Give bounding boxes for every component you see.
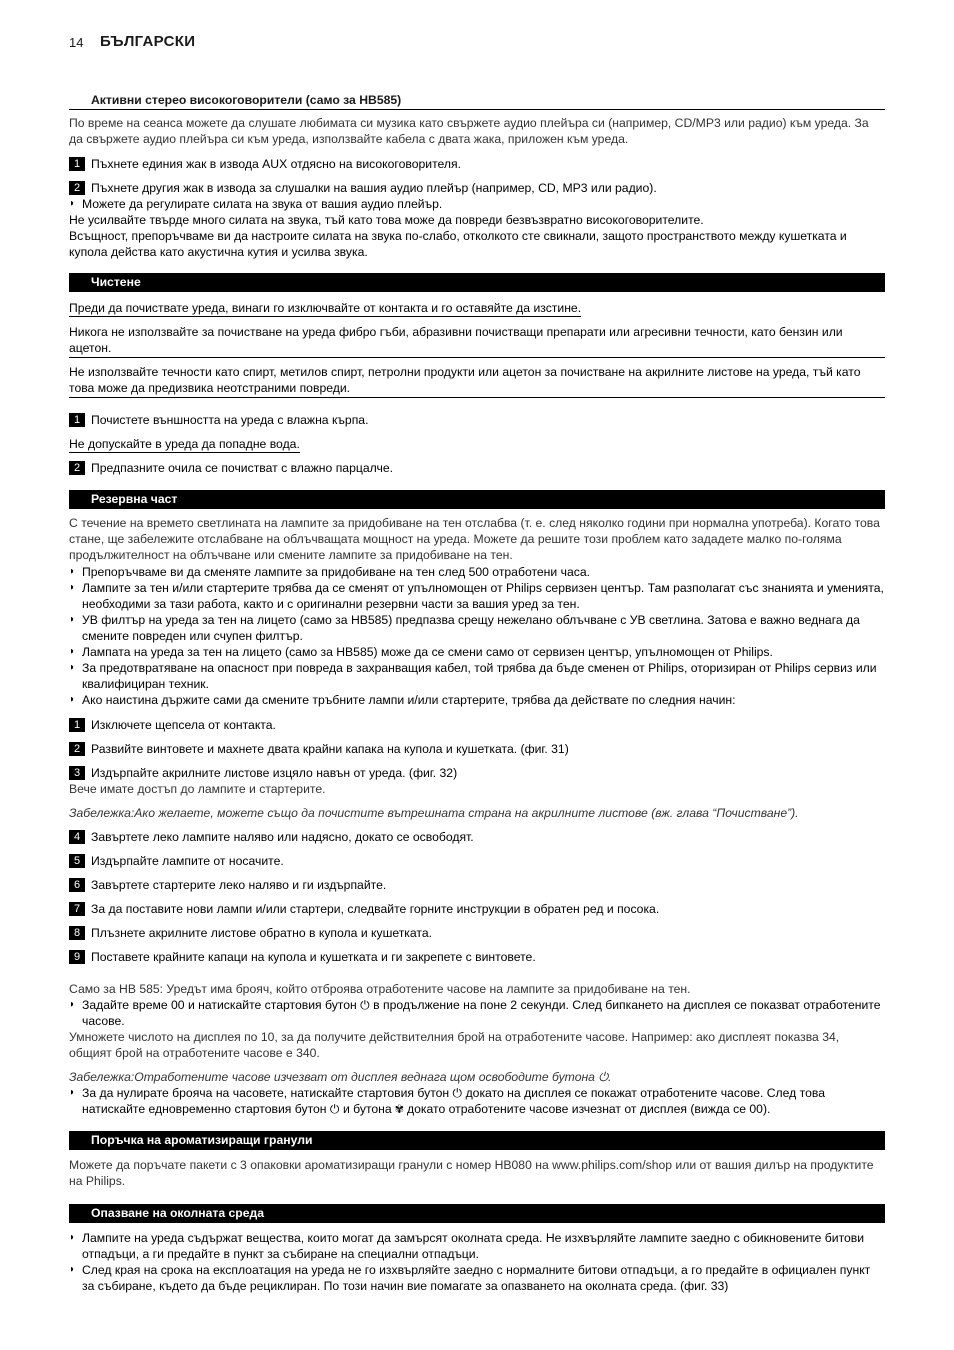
bullet-item: ◗ Лампите на уреда съдържат вещества, които могат да замърсят околната среда. Не изхвърляйте лампите заедно с обикновените битови отпадъци, а ги предайте в пункт за събиране на специални отпадъци. (69, 1231, 865, 1261)
bullet-icon: ◗ (69, 1264, 76, 1275)
step-number: 3 (69, 766, 85, 780)
bullet-icon: ◗ (69, 1087, 76, 1098)
step-number: 1 (69, 718, 85, 732)
step-number: 1 (69, 157, 85, 171)
speakers-bullet (69, 196, 885, 212)
cleaning-warning-3: Не използвайте течности като спирт, метилов спирт, петролни продукти или ацетон за почистване на акрилните листове на уреда, тъй като това може да предизвика неотстраними повреди. (69, 364, 885, 398)
step-text: Развийте винтовете и махнете двата крайни капака на купола и кушетката. (фиг. 31) (91, 742, 569, 756)
step-number: 6 (69, 878, 85, 892)
bullet-item: ◗ След края на срока на експлоатация на уреда не го изхвърляйте заедно с нормалните битови отпадъци, а го предайте в официален пункт за събиране, където да бъде рециклиран. По този начин вие помагате за опазването на околната среда. (фиг. 33) (69, 1263, 871, 1293)
section-title-environment: Опазване на околната среда (69, 1204, 885, 1223)
cleaning-step-2 (69, 460, 885, 476)
bullet-text: Можете да регулирате силата на звука от вашия аудио плейър. (82, 197, 443, 211)
step-text: Завъртете леко лампите наляво или надясно, докато се освободят. (91, 830, 474, 844)
section-title-granules: Поръчка на ароматизиращи гранули (69, 1131, 885, 1150)
bullet-icon: ◗ (69, 614, 76, 625)
step-text: Изключете щепсела от контакта. (91, 718, 276, 732)
bullet-icon: ◗ (69, 694, 76, 705)
bullet-item: ◗ Ако наистина държите сами да смените тръбните лампи и/или стартерите, трябва да действате по следния начин: (69, 693, 736, 707)
bullet-item: ◗ Препоръчваме ви да сменяте лампите за придобиване на тен след 500 отработени часа. (69, 565, 590, 579)
step-text: За да поставите нови лампи и/или стартери, следвайте горните инструкции в обратен ред и посока. (91, 902, 660, 916)
step-text: Почистете външността на уреда с влажна кърпа. (91, 413, 369, 427)
section-title-cleaning: Чистене (69, 273, 885, 292)
replacement-intro: С течение на времето светлината на лампите за придобиване на тен отслабва (т. е. след няколко години при нормална употреба). Когато това стане, ще забележите отслабване на облъчващата мощност на уреда. Можете да решите този проблем като зададете малко по-голяма продължителност на облъчване или смените лампите за придобиване на тен. (69, 516, 880, 562)
section-title-speakers: Активни стерео високоговорители (само за HB585) (69, 92, 885, 110)
step-text: Поставете крайните капаци на купола и кушетката и ги закрепете с винтовете. (91, 950, 536, 964)
replacement-note-2: Забележка:Отработените часове изчезват от дисплея веднага щом освободите бутона ⏻. (69, 1070, 612, 1084)
speakers-step-2 (69, 180, 885, 196)
replacement-step-8 (69, 925, 885, 941)
granules-text: Можете да поръчате пакети с 3 опаковки ароматизиращи гранули с номер HB080 на www.philips.com/shop или от вашия дилър на продуктите на Philips. (69, 1158, 874, 1188)
cleaning-warning-1: Преди да почиствате уреда, винаги го изключвайте от контакта и го оставяйте да изстине. (69, 301, 582, 315)
step-text: Пъхнете другия жак в извода за слушалки на вашия аудио плейър (например, CD, MP3 или радио). (91, 181, 657, 195)
step-number: 2 (69, 181, 85, 195)
replacement-note-1: Забележка:Ако желаете, можете също да почистите вътрешната страна на акрилните листове (вж. глава “Почистване”). (69, 806, 799, 820)
bullet-icon: ◗ (69, 662, 76, 673)
replacement-step-1 (69, 717, 885, 733)
step-number: 8 (69, 926, 85, 940)
bullet-icon: ◗ (69, 646, 76, 657)
bullet-icon: ◗ (69, 999, 76, 1010)
step-text: Предпазните очила се почистват с влажно парцалче. (91, 461, 393, 475)
bullet-icon: ◗ (69, 198, 76, 209)
replacement-step-9 (69, 949, 885, 965)
cleaning-warning-4: Не допускайте в уреда да попадне вода. (69, 437, 300, 451)
cleaning-warning-2: Никога не използвайте за почистване на уреда фибро гъби, абразивни почистващи препарати или агресивни течности, като бензин или ацетон. (69, 324, 885, 358)
section-title-replacement: Резервна част (69, 490, 885, 509)
hb585-counter-text: Само за HB 585: Уредът има брояч, който отброява отработените часове на лампите за придобиване на тен. (69, 982, 691, 996)
replacement-step-5 (69, 853, 885, 869)
step-number: 2 (69, 742, 85, 756)
step-number: 9 (69, 950, 85, 964)
step-text: Пъхнете единия жак в извода AUX отдясно на високоговорителя. (91, 157, 462, 171)
step-number: 2 (69, 461, 85, 475)
bullet-item: ◗ УВ филтър на уреда за тен на лицето (само за HB585) предпазва срещу нежелано облъчване с УВ светлина. Затова е важно веднага да смените повреден или счупен филтър. (69, 613, 860, 643)
replacement-step-7 (69, 901, 885, 917)
step-number: 7 (69, 902, 85, 916)
bullet-icon: ◗ (69, 566, 76, 577)
cleaning-step-1 (69, 412, 885, 428)
bullet-icon: ◗ (69, 1232, 76, 1243)
replacement-step-3 (69, 765, 885, 781)
bullet-item: ◗ Лампата на уреда за тен на лицето (само за HB585) може да се смени само от сервизен център, упълномощен от Philips. (69, 645, 773, 659)
step-number: 1 (69, 413, 85, 427)
bullet-item: ◗ За предотвратяване на опасност при повреда в захранващия кабел, той трябва да бъде сменен от Philips, оторизиран от Philips сервиз или квалифициран техник. (69, 661, 877, 691)
language-heading: БЪЛГАРСКИ (100, 33, 196, 50)
step-number: 4 (69, 830, 85, 844)
replacement-step-6 (69, 877, 885, 893)
speakers-caution: Не усилвайте твърде много силата на звука, тъй като това може да повреди безвъзвратно високоговорителите. (69, 213, 704, 227)
speakers-advice: Всъщност, препоръчваме ви да настроите силата на звука по-слабо, отколкото сте свикнали, защото пространството между кушетката и купола действа като акустична кутия и усилва звука. (69, 229, 847, 259)
bullet-icon: ◗ (69, 582, 76, 593)
step-text: Плъзнете акрилните листове обратно в купола и кушетката. (91, 926, 433, 940)
step-text: Издърпайте лампите от носачите. (91, 854, 284, 868)
speakers-intro: По време на сеанса можете да слушате любимата си музика като свържете аудио плейъра си (например, CD/MP3 или радио) към уреда. За да свържете аудио плейъра си към уреда, използвайте кабела с двата жака, приложен към уреда. (69, 116, 869, 146)
replacement-bullets (69, 564, 885, 708)
counter-zero-bullet: ◗ За да нулирате брояча на часовете, натискайте стартовия бутон ⏻ докато на дисплея се покажат отработените часове. След това натискайте едновременно стартовия бутон ⏻ и бутона ✾ докато отработените часове изчезнат от дисплея (вижда се 00). (69, 1086, 825, 1116)
environment-bullets (69, 1230, 885, 1294)
speakers-step-1 (69, 156, 885, 172)
step-number: 5 (69, 854, 85, 868)
multiply-text: Умножете числото на дисплея по 10, за да получите действителния брой на отработените часове. Например: ако дисплеят показва 34, общият брой на отработените часове е 340. (69, 1030, 840, 1060)
replacement-access-note: Вече имате достъп до лампите и стартерите. (69, 782, 326, 796)
hb585-reset-bullet: ◗ Задайте време 00 и натискайте стартовия бутон ⏻ в продължение на поне 2 секунди. След бипкането на дисплея се показват отработените часове. (69, 998, 881, 1028)
step-text: Завъртете стартерите леко наляво и ги издърпайте. (91, 878, 387, 892)
bullet-item: ◗ Лампите за тен и/или стартерите трябва да се сменят от упълномощен от Philips сервизен център. Там разполагат със знанията и уменията, необходими за тази работа, както и с оригинални резервни части за вашия уред за тен. (69, 581, 884, 611)
replacement-step-2 (69, 741, 885, 757)
page-number: 14 (69, 35, 84, 50)
replacement-step-4 (69, 829, 885, 845)
step-text: Издърпайте акрилните листове изцяло навън от уреда. (фиг. 32) (91, 766, 458, 780)
